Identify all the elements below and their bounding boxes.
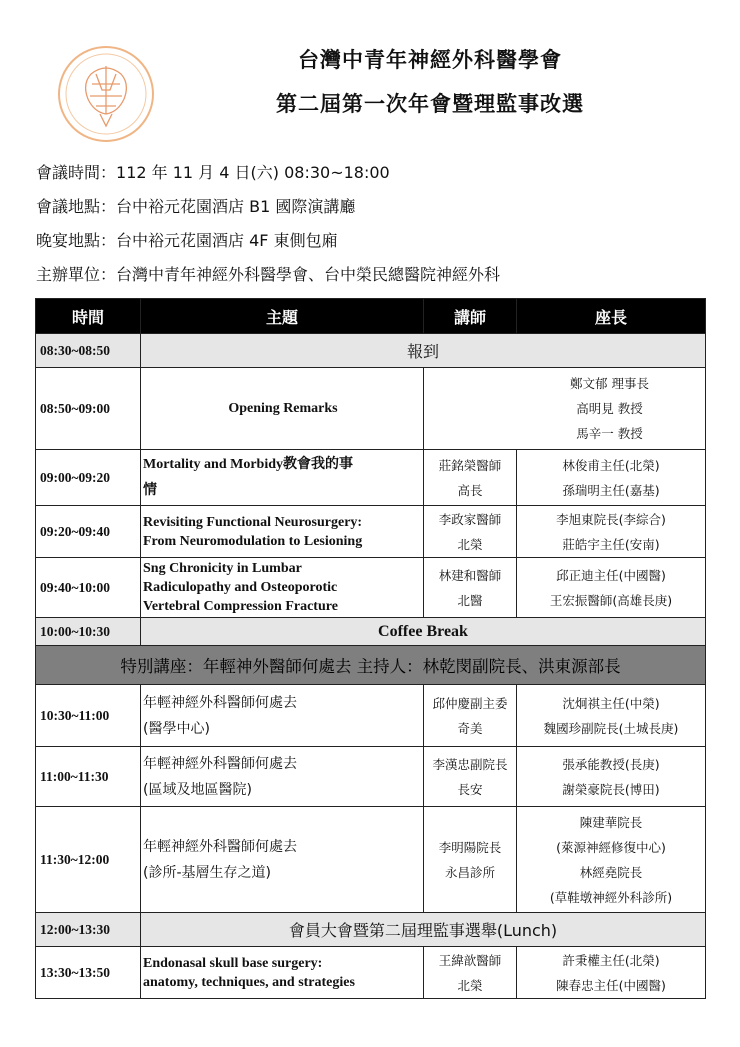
row-chairs: 張承能教授(長庚) 謝榮豪院長(博田) (517, 747, 706, 807)
event-title-line1: 台灣中青年神經外科醫學會 (298, 48, 562, 72)
row-time: 09:20~09:40 (36, 506, 141, 558)
row-topic: Revisiting Functional Neurosurgery: From Neuromodulation to Lesioning (141, 506, 424, 558)
row-time: 11:00~11:30 (36, 747, 141, 807)
society-logo (56, 44, 156, 144)
col-header-chair: 座長 (517, 299, 706, 334)
row-time: 09:00~09:20 (36, 450, 141, 506)
row-speaker: 王緯歆醫師 北榮 (424, 947, 517, 999)
row-time: 09:40~10:00 (36, 558, 141, 618)
row-time: 13:30~13:50 (36, 947, 141, 999)
row-topic: Endonasal skull base surgery: anatomy, techniques, and strategies (141, 947, 424, 999)
row-speaker: 李明陽院長 永昌診所 (424, 807, 517, 913)
table-row (36, 947, 706, 999)
special-session-banner: 特別講座：年輕神外醫師何處去 主持人：林乾閔副院長、洪東源部長 (36, 646, 706, 685)
table-row (36, 685, 706, 747)
row-topic: Opening Remarks (141, 368, 424, 450)
table-row (36, 807, 706, 913)
row-speaker: 李政家醫師 北榮 (424, 506, 517, 558)
row-speaker: 莊銘榮醫師 高長 (424, 450, 517, 506)
row-chairs: 陳建華院長 (萊源神經修復中心) 林經堯院長 (草鞋墩神經外科診所) (517, 807, 706, 913)
event-title-line2: 第二屆第一次年會暨理監事改選 (276, 92, 584, 116)
row-topic: 年輕神經外科醫師何處去 (區域及地區醫院) (141, 747, 424, 807)
registration-banner: 報到 (141, 334, 706, 368)
row-speaker: 李漢忠副院長 長安 (424, 747, 517, 807)
row-time: 12:00~13:30 (36, 913, 141, 947)
info-organizer: 主辦單位：台灣中青年神經外科醫學會、台中榮民總醫院神經外科 (36, 265, 501, 284)
row-topic: Sng Chronicity in Lumbar Radiculopathy and Osteoporotic Vertebral Compression Fracture (141, 558, 424, 618)
table-row (36, 506, 706, 558)
table-row (36, 450, 706, 506)
row-chairs: 許秉權主任(北榮) 陳春忠主任(中國醫) (517, 947, 706, 999)
assembly-lunch-banner: 會員大會暨第二屆理監事選舉(Lunch) (141, 913, 706, 947)
row-time: 08:50~09:00 (36, 368, 141, 450)
agenda-table (35, 298, 706, 999)
row-chairs: 邱正迪主任(中國醫) 王宏振醫師(高雄長庚) (517, 558, 706, 618)
table-row (36, 913, 706, 947)
row-time: 11:30~12:00 (36, 807, 141, 913)
row-topic: Mortality and Morbidy教會我的事 情 (141, 450, 424, 506)
table-row (36, 368, 706, 450)
table-header-row (36, 299, 706, 334)
info-meeting-time: 會議時間：112 年 11 月 4 日(六) 08:30~18:00 (36, 163, 390, 182)
row-chairs: 林俊甫主任(北榮) 孫瑞明主任(嘉基) (517, 450, 706, 506)
row-chairs: 沈炯祺主任(中榮) 魏國珍副院長(土城長庚) (517, 685, 706, 747)
table-row (36, 558, 706, 618)
table-row (36, 618, 706, 646)
row-topic: 年輕神經外科醫師何處去 (醫學中心) (141, 685, 424, 747)
row-chairs: 李旭東院長(李綜合) 莊皓宇主任(安南) (517, 506, 706, 558)
special-session-row (36, 646, 706, 685)
row-time: 10:30~11:00 (36, 685, 141, 747)
table-row (36, 334, 706, 368)
table-row (36, 747, 706, 807)
coffee-break-banner: Coffee Break (141, 618, 706, 646)
info-meeting-venue: 會議地點：台中裕元花園酒店 B1 國際演講廳 (36, 197, 356, 216)
row-topic: 年輕神經外科醫師何處去 (診所-基層生存之道) (141, 807, 424, 913)
info-banquet-venue: 晚宴地點：台中裕元花園酒店 4F 東側包廂 (36, 231, 338, 250)
row-time: 08:30~08:50 (36, 334, 141, 368)
col-header-speaker: 講師 (424, 299, 517, 334)
col-header-time: 時間 (36, 299, 141, 334)
row-chairs: 鄭文郁 理事長 高明見 教授 馬辛一 教授 (424, 368, 706, 450)
row-time: 10:00~10:30 (36, 618, 141, 646)
row-speaker: 林建和醫師 北醫 (424, 558, 517, 618)
row-speaker: 邱仲慶副主委 奇美 (424, 685, 517, 747)
col-header-topic: 主題 (141, 299, 424, 334)
